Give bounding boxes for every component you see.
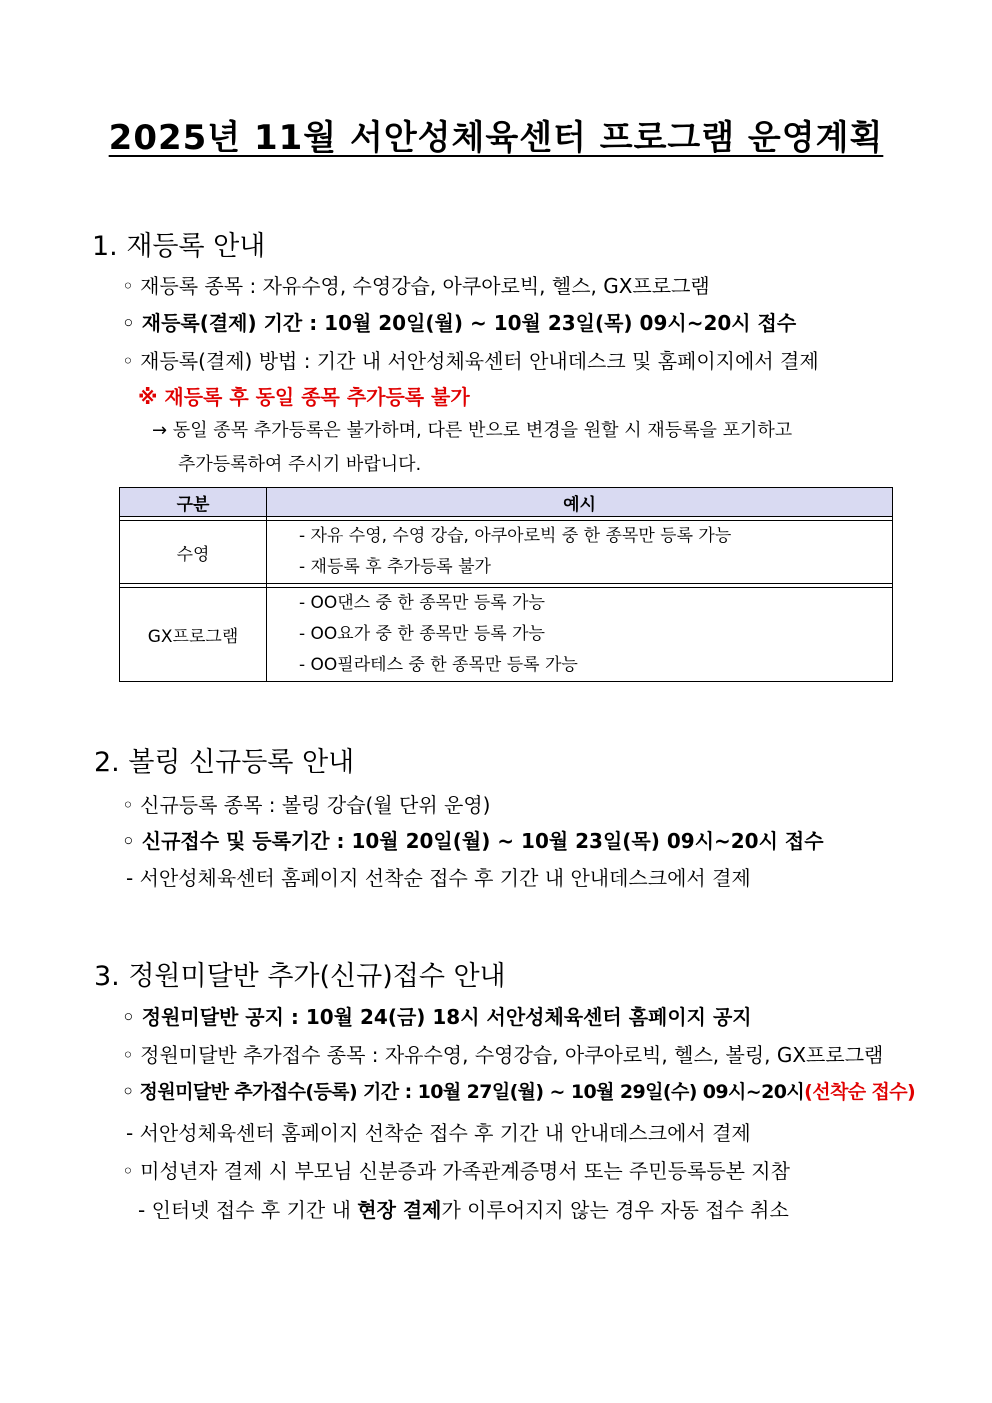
- section3-line4: - 서안성체육센터 홈페이지 선착순 접수 후 기간 내 안내데스크에서 결제: [126, 1121, 751, 1145]
- table-row: [120, 521, 893, 584]
- table-cell-items: [267, 521, 893, 584]
- example-table: [119, 487, 893, 682]
- section1-line3: ◦ 재등록(결제) 방법 : 기간 내 서안성체육센터 안내데스크 및 홈페이지에서 결제: [122, 349, 819, 373]
- section2-line3: - 서안성체육센터 홈페이지 선착순 접수 후 기간 내 안내데스크에서 결제: [126, 866, 751, 890]
- section1-heading: 1. 재등록 안내: [92, 231, 266, 262]
- table-item: - OO요가 중 한 종목만 등록 가능: [299, 624, 545, 644]
- table-item: - 재등록 후 추가등록 불가: [299, 557, 491, 577]
- section2-line1: ◦ 신규등록 종목 : 볼링 강습(월 단위 운영): [122, 793, 491, 817]
- table-header-row: [120, 488, 893, 517]
- section1-notice: ※ 재등록 후 동일 종목 추가등록 불가: [138, 385, 470, 409]
- section3-line6-c: 가 이루어지지 않는 경우 자동 접수 취소: [441, 1198, 789, 1222]
- section3-line5: ◦ 미성년자 결제 시 부모님 신분증과 가족관계증명서 또는 주민등록등본 지참: [122, 1159, 790, 1183]
- section3-line3-red: (선착순 접수): [804, 1081, 916, 1103]
- table-header-example: 예시: [267, 488, 893, 517]
- section1-note2: 추가등록하여 주시기 바랍니다.: [178, 454, 422, 475]
- table-item: - OO필라테스 중 한 종목만 등록 가능: [299, 655, 578, 675]
- section3-line2: ◦ 정원미달반 추가접수 종목 : 자유수영, 수영강습, 아쿠아로빅, 헬스, 볼링, GX프로그램: [122, 1043, 884, 1067]
- section3-line6-b: 현장 결제: [357, 1198, 442, 1222]
- table-cell-category: 수영: [120, 521, 267, 584]
- table-header-category: 구분: [120, 488, 267, 517]
- section1-line2: ◦ 재등록(결제) 기간 : 10월 20일(월) ~ 10월 23일(목) 09시~20시 접수: [122, 311, 797, 335]
- section3-line3: [122, 1077, 915, 1104]
- section3-line6-a: - 인터넷 접수 후 기간 내: [138, 1198, 358, 1222]
- section1-line1: ◦ 재등록 종목 : 자유수영, 수영강습, 아쿠아로빅, 헬스, GX프로그램: [122, 274, 710, 298]
- table-row: [120, 588, 893, 682]
- section3-line1: ◦ 정원미달반 공지 : 10월 24(금) 18시 서안성체육센터 홈페이지 공지: [122, 1005, 752, 1029]
- section3-line3-main: ◦ 정원미달반 추가접수(등록) 기간 : 10월 27일(월) ~ 10월 29일(수) 09시~20시: [122, 1081, 805, 1103]
- section3-line6: [138, 1194, 789, 1223]
- section2-heading: 2. 볼링 신규등록 안내: [94, 747, 355, 778]
- table-cell-category: GX프로그램: [120, 588, 267, 682]
- section3-heading: 3. 정원미달반 추가(신규)접수 안내: [94, 961, 506, 992]
- table-item: - 자유 수영, 수영 강습, 아쿠아로빅 중 한 종목만 등록 가능: [299, 526, 732, 546]
- section2-line2: ◦ 신규접수 및 등록기간 : 10월 20일(월) ~ 10월 23일(목) 09시~20시 접수: [122, 829, 824, 853]
- page-title: 2025년 11월 서안성체육센터 프로그램 운영계획: [108, 118, 884, 158]
- table-item: - OO댄스 중 한 종목만 등록 가능: [299, 593, 545, 613]
- section1-note1: → 동일 종목 추가등록은 불가하며, 다른 반으로 변경을 원할 시 재등록을 포기하고: [152, 420, 793, 441]
- table-cell-items: [267, 588, 893, 682]
